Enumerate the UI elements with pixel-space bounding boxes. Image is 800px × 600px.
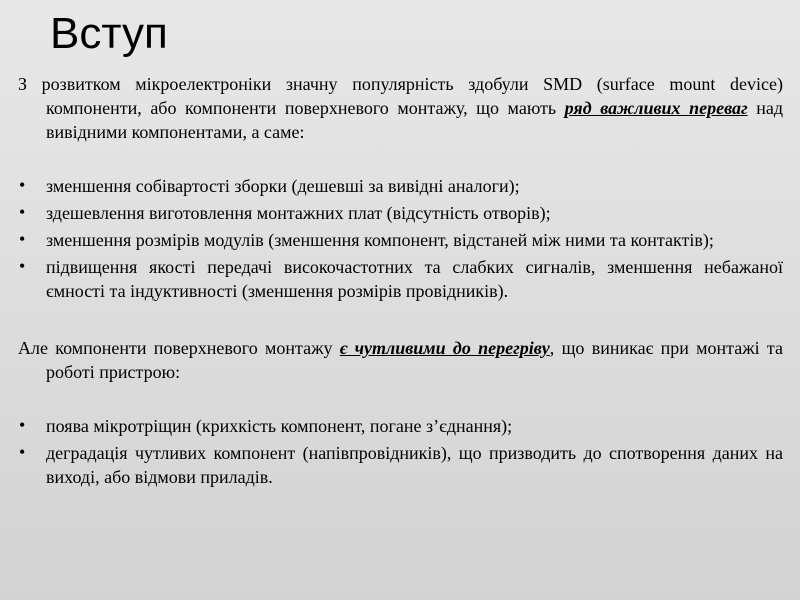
list-item (18, 414, 783, 438)
bullet-icon: • (19, 229, 26, 249)
list-item (18, 228, 783, 252)
list-item-text: підвищення якості передачі високочастотних та слабких сигналів, зменшення небажаної ємності та індуктивності (зменшення розмірів провідників). (46, 257, 783, 301)
list-item-text: здешевлення виготовлення монтажних плат (відсутність отворів); (46, 203, 551, 223)
warning-emphasis: є чутливими до перегріву (339, 338, 550, 358)
list-item (18, 201, 783, 225)
bullet-icon: • (19, 175, 26, 195)
bullet-icon: • (19, 256, 26, 276)
list-item-text: зменшення розмірів модулів (зменшення компонент, відстаней між ними та контактів); (46, 230, 714, 250)
warning-text-after: , що виникає при монтажі та роботі пристрою: (46, 338, 783, 382)
warning-paragraph (18, 336, 783, 384)
list-item-text: зменшення собівартості зборки (дешевші за вивідні аналоги); (46, 176, 520, 196)
bullet-icon: • (19, 415, 26, 435)
bullet-icon: • (19, 202, 26, 222)
list-item-text: поява мікротріщин (крихкість компонент, погане з’єднання); (46, 416, 513, 436)
list-item-text: деградація чутливих компонент (напівпровідників), що призводить до спотворення даних на виході, або відмови приладів. (46, 443, 783, 487)
list-item (18, 441, 783, 489)
intro-paragraph (18, 72, 783, 144)
bullet-icon: • (19, 442, 26, 462)
intro-text-after: над вивідними компонентами, а саме: (46, 98, 784, 142)
intro-emphasis: ряд важливих переваг (564, 98, 748, 118)
list-item (18, 174, 783, 198)
intro-text-before: З розвитком мікроелектроніки значну популярність здобули SMD (surface mount device) компоненти, або компоненти поверхневого монтажу, що мають (18, 74, 783, 118)
advantages-list (18, 174, 783, 303)
problems-list (18, 414, 783, 489)
warning-text-before: Але компоненти поверхневого монтажу (18, 338, 340, 358)
list-item (18, 255, 783, 303)
slide-title: Вступ (50, 9, 168, 58)
slide-body (18, 72, 783, 492)
